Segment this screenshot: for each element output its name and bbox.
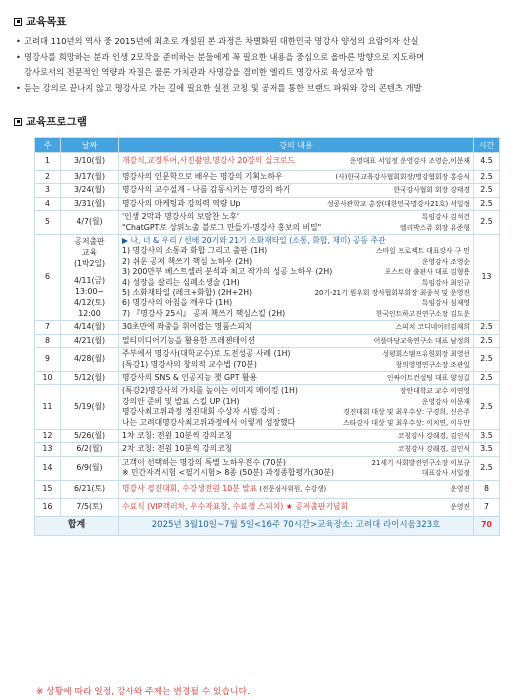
session-content	[119, 498, 474, 516]
session-hours: 2.5	[474, 197, 500, 210]
instructor-info: 코칭강사 강래경, 김인식	[397, 445, 470, 454]
table-row	[35, 184, 500, 197]
content-line	[122, 223, 470, 233]
content-text	[122, 502, 348, 512]
instructor-info: 엘리박스쥬 회장 유준형	[400, 223, 470, 232]
goal-text: • 명강사를 희망하는 분과 인생 2모작을 준비하는 분들에게 꼭 필요한 내용을 중심으로 올바른 방향으로 지도하며	[24, 51, 425, 62]
session-hours: 3.5	[474, 443, 500, 456]
session-date-line: 12:00	[78, 309, 101, 319]
content-text	[122, 484, 326, 494]
week-number: 8	[35, 334, 61, 347]
total-row	[35, 516, 500, 535]
content-text: 1차 코칭: 전원 10분씩 강의코칭	[122, 430, 233, 440]
session-content	[119, 456, 474, 480]
goals-list	[16, 34, 516, 96]
content-text: (특강2)명강사의 가치를 높이는 이미지 메이킹 (1H)	[122, 386, 298, 396]
program-section-title	[14, 114, 87, 129]
header-hours: 시간	[474, 138, 500, 153]
session-content	[119, 348, 474, 372]
instructor-info: 성공사관학교 총장(대한민국명강사21호) 서일정	[326, 199, 470, 208]
table-row	[35, 443, 500, 456]
week-number: 10	[35, 371, 61, 384]
session-date	[61, 235, 119, 321]
week-number: 13	[35, 443, 61, 456]
square-bullet-icon	[14, 18, 22, 26]
session-content	[119, 429, 474, 442]
session-hours: 2.5	[474, 171, 500, 184]
content-text: 멀티미디어기능을 활용한 프레젠테이션	[122, 335, 255, 345]
session-hours: 4.5	[474, 153, 500, 171]
content-line	[122, 156, 470, 166]
instructor-info: 특임강사 김석건	[421, 213, 470, 222]
content-text: 2) 쉬운 공저 책쓰기 핵심 노하우 (2H)	[122, 256, 253, 266]
goals-section-title	[14, 14, 67, 29]
instructor-info: 스피치 코디네이터김재희	[395, 323, 470, 332]
content-highlight: 명강사 경진대회, 수강생전원 10분 발표	[122, 483, 258, 493]
week-number: 1	[35, 153, 61, 171]
session-content	[119, 235, 474, 321]
content-line	[122, 407, 470, 417]
instructor-info: 20기-21기 원우회 장사협회부회장 최종석 및 운영진	[314, 289, 470, 298]
content-line	[122, 336, 470, 346]
table-header-row	[35, 138, 500, 153]
content-text: 1) 명강사의 소통과 화합 그리고 출판 (1H)	[122, 246, 268, 256]
content-line	[122, 288, 470, 298]
instructor-info: 스타강사 대상 및 최우수상: 이치연, 이두만	[343, 418, 470, 427]
content-line	[122, 458, 470, 468]
instructor-info: 스마일 프로젝트 대표강사 구 민	[376, 247, 470, 256]
total-text: 2025년 3월10일~7월 5일<16주 70시간>교육장소: 고려대 라이시움323호	[119, 516, 474, 535]
session-date: 4/21(월)	[61, 334, 119, 347]
content-text	[122, 156, 295, 166]
content-text: "ChatGPT로 상위노출 블로그 만들기-명강사 홍보의 비밀"	[122, 222, 322, 232]
session-hours: 2.5	[474, 334, 500, 347]
session-date: 5/12(월)	[61, 371, 119, 384]
content-star: ★ 공저출판기념회	[283, 501, 348, 511]
goal-text: • 고려대 110년의 역사 중 2015년에 최초로 개설된 본 과정은 차별화된 대한민국 명강사 양성의 요람이자 산실	[24, 36, 419, 46]
content-text: 강의안 준비 및 발표 스킬 UP (1H)	[122, 396, 240, 406]
content-text: (특강1) 명강사의 창의적 교수법 (70분)	[122, 359, 257, 369]
content-text: 명강사의 인문학으로 배우는 명강의 기획노하우	[122, 172, 283, 181]
session-content	[119, 197, 474, 210]
table-row	[35, 153, 500, 171]
content-line	[122, 502, 470, 512]
table-row	[35, 480, 500, 498]
instructor-info: 운영강사 이문재	[421, 397, 470, 406]
content-text: 2차 코칭: 전원 10분씩 강의코칭	[122, 444, 233, 454]
session-date: 3/10(월)	[61, 153, 119, 171]
content-line	[122, 397, 470, 407]
instructor-info: 장안대학교 교수 이연영	[400, 387, 470, 396]
goal-text: • 듣는 강의로 끝나지 않고 명강사로 가는 길에 필요한 실전 코칭 및 공저를 통한 브랜드 파워와 강의 콘텐츠 개발	[24, 82, 422, 93]
content-line	[122, 309, 470, 319]
table-row	[35, 498, 500, 516]
week-number: 7	[35, 321, 61, 334]
square-bullet-icon	[14, 118, 22, 126]
table-row	[35, 429, 500, 442]
session-date: 3/31(월)	[61, 197, 119, 210]
content-text: 나는 고려대명강사최고위과정에서 이렇게 성장했다	[122, 417, 296, 427]
content-line	[122, 418, 470, 428]
header-date: 날짜	[61, 138, 119, 153]
week-number: 11	[35, 385, 61, 430]
instructor-info: 코칭강사 강래경, 김인식	[397, 431, 470, 440]
content-text: 6) 명강사의 아침을 깨우다 (1H)	[122, 298, 233, 308]
instructor-info: 창의영영연구소장 조관일	[395, 360, 470, 369]
session-date-line: 4/11(금)	[73, 276, 106, 286]
session-hours: 2.5	[474, 348, 500, 372]
content-line	[122, 468, 470, 478]
content-line	[122, 360, 470, 370]
week-number: 9	[35, 348, 61, 372]
content-line	[122, 298, 470, 308]
instructor-info: 운영진	[450, 502, 470, 511]
session-hours: 8	[474, 480, 500, 498]
total-hours: 70	[474, 516, 500, 535]
session-date: 5/26(월)	[61, 429, 119, 442]
session-content	[119, 211, 474, 235]
instructor-info: 대표강사 서일정	[421, 469, 470, 478]
content-line	[122, 257, 470, 267]
goals-title: 교육목표	[26, 16, 67, 28]
session-content	[119, 184, 474, 197]
content-line	[122, 444, 470, 454]
table-row	[35, 321, 500, 334]
session-hours: 2.5	[474, 371, 500, 384]
instructor-info: 운영대표 서일정 운영강사 조영순,이문재	[349, 157, 470, 166]
instructor-info: 어플마당교육연구소 대표 남정희	[373, 336, 470, 345]
content-line	[122, 246, 470, 256]
goal-item	[16, 34, 516, 50]
content-highlight: 수료식 (VIP객러차, 우수자표창, 수료생 스피치)	[122, 501, 284, 511]
instructor-info: 21세기 사회발전연구소장 이보규	[371, 458, 470, 467]
session-hours: 2.5	[474, 321, 500, 334]
content-text: 명강사최고위과정 경진대회 수상자 시범 강의 :	[122, 407, 281, 417]
content-text: 명강사의 교수설계 - 나를 감동시키는 명강의 하기	[122, 185, 291, 195]
session-hours: 2.5	[474, 385, 500, 430]
session-date-line: 공저출판	[74, 237, 105, 247]
content-line	[122, 278, 470, 288]
session-content	[119, 321, 474, 334]
session-date: 3/17(월)	[61, 171, 119, 184]
instructor-info: 특임강사 최인규	[421, 278, 470, 287]
content-text: 5) 소화재타일 (레크+화합) (2H+2H)	[122, 288, 253, 298]
session-hours: 3.5	[474, 429, 500, 442]
header-week: 주	[35, 138, 61, 153]
content-line	[122, 267, 470, 277]
week-number: 5	[35, 211, 61, 235]
session-hours: 7	[474, 498, 500, 516]
session-hours: 2.5	[474, 184, 500, 197]
content-text: 주부에서 명강사(대학교수)로 도전성공 사례 (1H)	[122, 349, 291, 359]
change-notice: ※ 상황에 따라 일정, 강사와 주제는 변경될 수 있습니다.	[36, 687, 250, 697]
session-date: 3/24(월)	[61, 184, 119, 197]
content-line	[122, 172, 470, 182]
session-content	[119, 443, 474, 456]
goal-item	[16, 50, 516, 81]
instructor-info: 운영강사 조영순	[421, 257, 470, 266]
session-header-line: ▶ 나, 너 & 우리 / 선배 20기와 21기 소화재타일 (소통, 화합, 재미) 공동 주관	[122, 236, 386, 246]
content-text: ※ 민간자격시험 <필기시험> 8종 (50분) 과정종합평가(30분)	[122, 468, 335, 478]
content-line	[122, 431, 470, 441]
total-label: 합계	[35, 516, 119, 535]
session-date: 4/28(월)	[61, 348, 119, 372]
session-date: 5/19(월)	[61, 385, 119, 430]
session-date-line: 교육	[81, 248, 98, 258]
instructor-info: (사)한국교육강사협회회장/명강협회장 홍승식	[335, 173, 470, 181]
week-number: 15	[35, 480, 61, 498]
instructor-info: 경진대회 대상 및 최우수상: 구경희, 신은주	[343, 408, 470, 417]
session-content	[119, 371, 474, 384]
session-hours: 2.5	[474, 211, 500, 235]
goal-item	[16, 81, 516, 97]
content-text: 고객이 선택하는 명강의 특별 노하우전수 (70분)	[122, 457, 286, 467]
session-date: 4/14(월)	[61, 321, 119, 334]
instructor-info: 특임강사 심재영	[421, 299, 470, 308]
week-number: 12	[35, 429, 61, 442]
table-row	[35, 348, 500, 372]
session-content	[119, 385, 474, 430]
content-highlight: 개강식,교정투어,사진촬영,명강사 20강의 실크로드	[122, 156, 295, 166]
session-content	[119, 480, 474, 498]
content-text: 3) 200만부 베스트셀러 분석과 최고 작가의 성공 노하우 (2H)	[122, 267, 333, 277]
session-date: 4/7(월)	[61, 211, 119, 235]
week-number: 4	[35, 197, 61, 210]
table-row	[35, 334, 500, 347]
table-row	[35, 171, 500, 184]
content-line	[122, 185, 470, 195]
session-hours: 13	[474, 235, 500, 321]
program-title: 교육프로그램	[26, 116, 87, 128]
program-table	[34, 137, 500, 536]
table-row	[35, 385, 500, 430]
content-text: '인생 2막과 명강사의 보람찬 노후'	[122, 212, 240, 222]
session-date-line: 13:00~	[74, 287, 104, 297]
content-text: 30초만에 좌중을 휘어잡는 명품스피치	[122, 322, 253, 332]
instructor-info: 한국인트하고진연구소장 김도운	[375, 309, 470, 318]
session-content	[119, 171, 474, 184]
instructor-info: 한국강사협회 회장 강태경	[393, 186, 470, 195]
content-line	[122, 386, 470, 396]
week-number: 3	[35, 184, 61, 197]
table-row	[35, 211, 500, 235]
instructor-info: 운영진	[450, 484, 470, 493]
instructor-info: 포스트락 출판사 대표 김형용	[384, 268, 470, 277]
table-row	[35, 371, 500, 384]
table-row	[35, 197, 500, 210]
content-line	[122, 484, 470, 494]
session-date: 6/2(월)	[61, 443, 119, 456]
content-line	[122, 349, 470, 359]
content-text: 명강사의 마케팅과 강의력 역량 Up	[122, 198, 241, 208]
table-row	[35, 235, 500, 321]
content-line	[122, 322, 470, 332]
session-date-line: (1박2일)	[73, 259, 106, 269]
session-date: 7/5(토)	[61, 498, 119, 516]
instructor-info: 인싸이트컨설팅 대표 양성길	[386, 373, 470, 382]
week-number: 14	[35, 456, 61, 480]
content-line	[122, 199, 470, 209]
header-content: 강의 내용	[119, 138, 474, 153]
session-content	[119, 153, 474, 171]
content-note: (전문심사위원, 수강생)	[257, 484, 327, 493]
session-date: 6/9(월)	[61, 456, 119, 480]
session-hours: 2.5	[474, 456, 500, 480]
session-date-line: 4/12(토)	[73, 298, 106, 308]
session-content	[119, 334, 474, 347]
session-date: 6/21(토)	[61, 480, 119, 498]
content-text: 7) 『명강사 25시』 공저 책쓰기 핵심스킬 (2H)	[122, 308, 286, 318]
content-line	[122, 212, 470, 222]
goal-text: 강사로서의 전문적인 역량과 자질은 물론 가치관과 사명감을 겸비한 엘리트 명강사로 육성코자 함	[24, 67, 374, 77]
table-row	[35, 456, 500, 480]
week-number: 6	[35, 235, 61, 321]
content-line	[122, 373, 470, 383]
instructor-info: 성평회스탬프유원회장 최영선	[382, 350, 470, 359]
content-text: 명강사의 SNS & 인공지능 챗 GPT 활용	[122, 372, 258, 382]
week-number: 16	[35, 498, 61, 516]
content-text: 4) 성장을 살리는 심폐소생술 (1H)	[122, 277, 240, 287]
week-number: 2	[35, 171, 61, 184]
